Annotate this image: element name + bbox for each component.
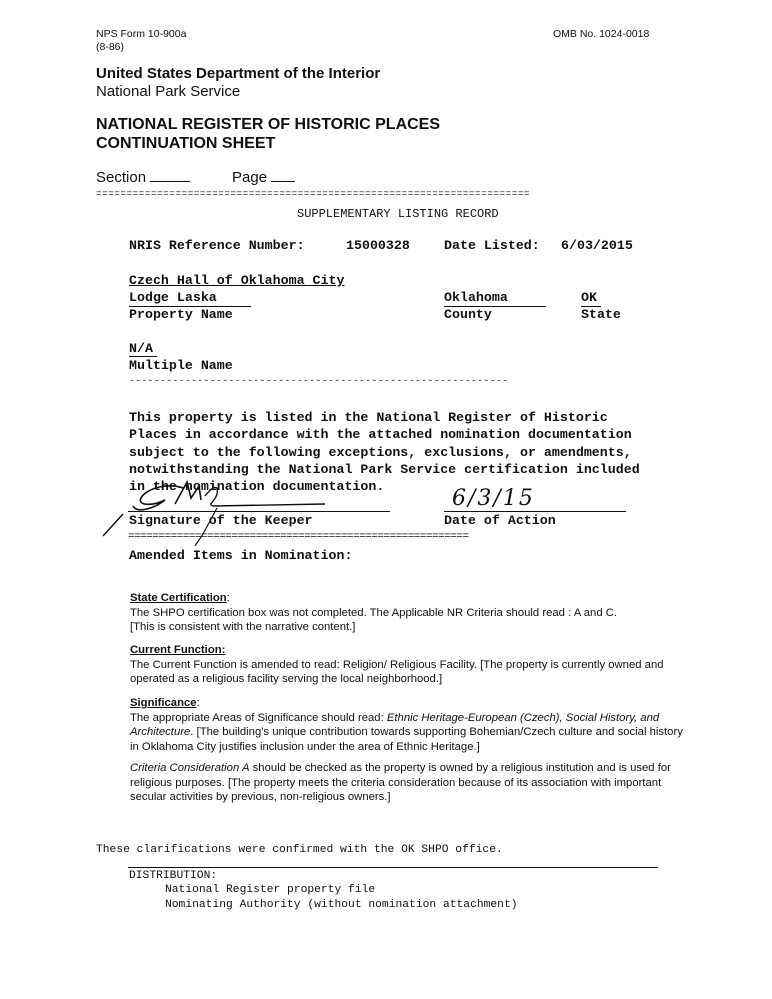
property-name-line2: Lodge Laska	[129, 290, 217, 305]
significance-areas: Ethnic Heritage-European (Czech), Social History, and Architecture	[130, 711, 660, 738]
state-certification-heading: State Certification	[130, 592, 227, 604]
double-separator: ========================================================	[128, 531, 469, 543]
statement-line: in the nomination documentation.	[129, 479, 385, 495]
department-name: United States Department of the Interior	[96, 65, 381, 82]
statement-line: Places in accordance with the attached nomination documentation	[129, 427, 632, 443]
distribution-rule	[128, 867, 658, 868]
property-name-line1: Czech Hall of Oklahoma City	[129, 273, 345, 288]
distribution-label: DISTRIBUTION:	[129, 870, 218, 882]
state-certification-section: State Certification: The SHPO certification box was not completed. The Applicable NR Criteria should read : A and C. [This is consistent with the narrative content.]	[130, 591, 690, 635]
multiple-name-value: N/A	[129, 341, 153, 356]
handwritten-date: 6/3/15	[452, 486, 535, 511]
current-function-heading: Current Function:	[130, 644, 226, 656]
criteria-consideration-text: should be checked as the property is owned by a religious institution and is used for religious purposes. [The property meets the criteria consideration because of its association with important secular activities by previous, non-religious owners.]	[130, 762, 671, 803]
section-label: Section	[96, 169, 147, 186]
date-listed-label: Date Listed:	[444, 238, 540, 253]
record-title: SUPPLEMENTARY LISTING RECORD	[297, 207, 499, 221]
nris-value: 15000328	[346, 238, 410, 253]
amended-items-label: Amended Items in Nomination:	[129, 548, 353, 563]
form-date: (8-86)	[96, 41, 125, 53]
nris-label: NRIS Reference Number:	[129, 238, 305, 253]
clarification-note: These clarifications were confirmed with the OK SHPO office.	[96, 844, 503, 856]
distribution-item: National Register property file	[165, 884, 376, 896]
criteria-consideration-section	[130, 761, 690, 805]
date-of-action-label: Date of Action	[444, 513, 556, 528]
statement-line: subject to the following exceptions, exclusions, or amendments,	[129, 444, 632, 460]
significance-section: Significance: The appropriate Areas of Significance should read: Ethnic Heritage-European (Czech), Social History, and Architecture. [The building's unique contribution towards supporting Bohemian/Czech culture and social history in Oklahoma City justifies inclusion under the area of Ethnic Heritage.]	[130, 696, 690, 754]
multiple-name-rule	[129, 356, 157, 357]
page-blank	[271, 167, 295, 182]
signature-label: Signature of the Keeper	[129, 513, 313, 528]
state-label: State	[581, 307, 621, 322]
current-function-section	[130, 643, 690, 687]
county-value: Oklahoma	[444, 290, 508, 305]
state-certification-note: [This is consistent with the narrative content.]	[130, 621, 356, 633]
sheet-title: NATIONAL REGISTER OF HISTORIC PLACES	[96, 116, 441, 133]
distribution-item: Nominating Authority (without nomination attachment)	[165, 899, 518, 911]
omb-number: OMB No. 1024-0018	[553, 28, 650, 40]
criteria-consideration-label: Criteria Consideration A	[130, 762, 250, 774]
significance-rest: . [The building's unique contribution towards supporting Bohemian/Czech culture and social history in Oklahoma City justifies inclusion under the area of Ethnic Heritage.]	[130, 726, 683, 753]
form-number: NPS Form 10-900a	[96, 28, 187, 40]
dash-separator: -------------------------------------------------------------	[129, 375, 509, 386]
statement-line: notwithstanding the National Park Service certification included	[129, 461, 640, 477]
significance-heading: Significance	[130, 697, 197, 709]
date-of-action-line	[444, 511, 626, 512]
multiple-name-label: Multiple Name	[129, 358, 233, 373]
significance-text	[130, 711, 690, 755]
property-name-label: Property Name	[129, 307, 233, 322]
page-field	[232, 167, 295, 186]
sheet-subtitle: CONTINUATION SHEET	[96, 135, 276, 152]
signature-line	[128, 511, 390, 512]
section-field	[96, 167, 190, 186]
service-name: National Park Service	[96, 83, 241, 100]
current-function-text: The Current Function is amended to read: Religion/ Religious Facility. [The property is currently owned and operated as a religious facility serving the local neighborhood.]	[130, 658, 664, 685]
state-value: OK	[581, 290, 597, 305]
page-label: Page	[232, 169, 268, 186]
date-listed-value: 6/03/2015	[561, 238, 633, 253]
state-certification-text: The SHPO certification box was not completed. The Applicable NR Criteria should read : A and C.	[130, 606, 618, 619]
county-label: County	[444, 307, 492, 322]
section-blank	[150, 167, 190, 182]
statement-line: This property is listed in the National Register of Historic	[129, 410, 608, 426]
separator-line: =======================================================================	[96, 188, 531, 199]
significance-intro: The appropriate Areas of Significance should read:	[130, 711, 387, 724]
